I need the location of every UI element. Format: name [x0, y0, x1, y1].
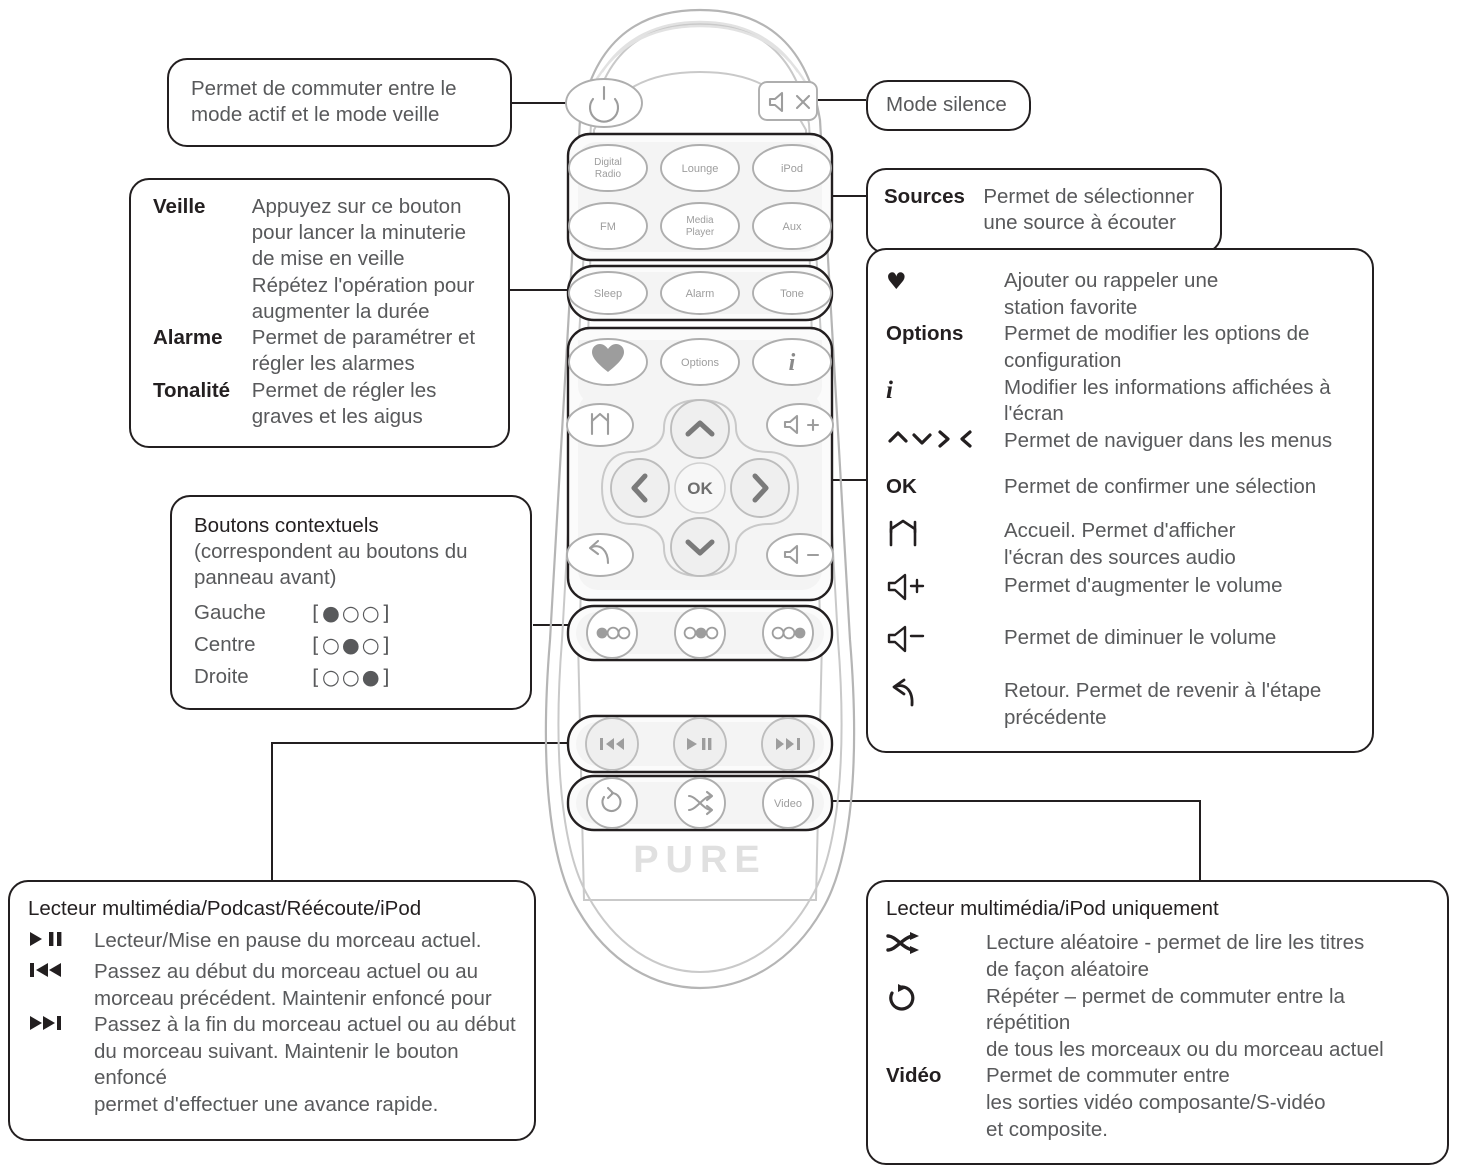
legend-row-favourite: ♥ Ajouter ou rappeler une station favorite	[886, 269, 1219, 319]
callout-row-tonalite: Tonalité Permet de régler les graves et les aigus	[153, 378, 437, 428]
home-icon	[886, 518, 920, 548]
playback-row-next: Passez à la fin du morceau actuel ou au début	[28, 1012, 520, 1039]
remote-control-illustration	[520, 0, 880, 1000]
favourite-button[interactable]	[569, 339, 647, 385]
next-track-icon	[28, 1015, 70, 1031]
svg-text:i: i	[788, 350, 796, 376]
play-pause-icon	[28, 931, 70, 947]
power-button[interactable]	[566, 79, 642, 127]
callout-power	[167, 58, 512, 147]
playback-row-next-cont: du morceau suivant. Maintenir le bouton enfoncé permet d'effectuer une avance rapide.	[94, 1039, 459, 1117]
navigation-chevrons-icon	[886, 428, 978, 450]
volume-down-button[interactable]	[767, 534, 833, 576]
media-buttons-group	[568, 776, 832, 830]
tone-button[interactable]	[753, 272, 831, 314]
contextual-buttons-group	[568, 606, 832, 660]
svg-text:Tone: Tone	[780, 288, 804, 300]
svg-text:FM: FM	[600, 221, 616, 233]
svg-text:Aux: Aux	[782, 221, 802, 233]
source-button-lounge[interactable]	[661, 145, 739, 191]
contextual-pattern-centre: [○●○]	[312, 632, 392, 657]
callout-sources	[866, 168, 1222, 254]
brand-logo: PURE	[633, 839, 767, 881]
contextual-subtitle-2: panneau avant)	[194, 566, 337, 590]
source-button-fm[interactable]	[569, 203, 647, 249]
video-button[interactable]	[763, 778, 813, 828]
remote-svg	[520, 0, 880, 1000]
shuffle-icon	[886, 930, 920, 956]
media-ipod-title: Lecteur multimédia/iPod uniquement	[886, 897, 1219, 920]
repeat-icon	[886, 984, 920, 1012]
callout-row-veille: Veille Appuyez sur ce bouton pour lancer la minuterie de mise en veille Répétez l'opération pour augmenter la durée	[153, 195, 475, 323]
legend-row-info: i Modifier les informations affichées à l'écran	[886, 375, 1331, 426]
playback-row-play-pause: Lecteur/Mise en pause du morceau actuel.	[28, 928, 520, 959]
previous-track-icon	[28, 962, 70, 978]
sleep-button[interactable]	[569, 272, 647, 314]
shuffle-button[interactable]	[675, 778, 725, 828]
ok-label: OK	[886, 475, 917, 499]
svg-text:Alarm: Alarm	[685, 288, 715, 300]
contextual-pattern-gauche: [●○○]	[312, 600, 392, 625]
source-button-media-player[interactable]	[661, 203, 739, 249]
home-button[interactable]	[567, 404, 633, 446]
back-arrow-icon	[886, 678, 920, 708]
callout-playback	[8, 880, 536, 1141]
volume-up-button[interactable]	[767, 404, 833, 446]
dpad-left-button[interactable]	[611, 459, 669, 517]
context-button-left[interactable]	[587, 608, 637, 658]
legend-row-home: Accueil. Permet d'afficher l'écran des sources audio	[886, 518, 1356, 573]
alarm-button[interactable]	[661, 272, 739, 314]
contextual-row-droite: Droite [○○●]	[194, 664, 514, 690]
playback-row-previous: Passez au début du morceau actuel ou au morceau précédent. Maintenir enfoncé pour	[28, 959, 520, 1012]
contextual-subtitle-1: (correspondent au boutons du	[194, 540, 468, 564]
svg-text:Video: Video	[774, 798, 802, 810]
legend-row-options: Options Permet de modifier les options de configuration	[886, 321, 1356, 374]
legend-row-navigation: Permet de naviguer dans les menus	[886, 428, 1356, 475]
source-button-digital-radio[interactable]	[569, 145, 647, 191]
media-row-repeat: Répéter – permet de commuter entre la répétition de tous les morceaux ou du morceau actuel	[886, 984, 1433, 1064]
callout-contextual-buttons	[170, 495, 532, 710]
svg-text:iPod: iPod	[780, 163, 804, 175]
callout-sources-desc: Permet de sélectionner une source à écouter	[983, 185, 1195, 235]
svg-text:Options: Options	[681, 357, 719, 369]
heart-icon: ♥	[886, 269, 907, 295]
repeat-button[interactable]	[587, 778, 637, 828]
svg-text:Player: Player	[685, 227, 715, 238]
svg-text:OK: OK	[687, 479, 713, 498]
navigation-group	[567, 328, 833, 600]
dpad-down-button[interactable]	[671, 518, 729, 576]
svg-text:Radio: Radio	[594, 169, 622, 180]
contextual-row-gauche: Gauche [●○○]	[194, 600, 514, 632]
options-label: Options	[886, 322, 964, 346]
volume-up-icon	[886, 573, 926, 601]
dpad-ok-button[interactable]	[675, 463, 725, 513]
volume-down-icon	[886, 625, 926, 653]
callout-mute-label: Mode silence	[886, 93, 1007, 116]
svg-text:Lounge: Lounge	[681, 163, 719, 175]
svg-text:Digital: Digital	[594, 157, 622, 168]
callout-sleep-alarm-tone	[129, 178, 510, 448]
mute-button[interactable]	[759, 82, 817, 120]
source-button-aux[interactable]	[753, 203, 831, 249]
callout-mute	[866, 80, 1031, 131]
svg-text:Sleep: Sleep	[593, 288, 623, 300]
callout-sources-row	[884, 184, 1204, 236]
context-button-center[interactable]	[675, 608, 725, 658]
callout-navigation-legend	[866, 248, 1374, 753]
contextual-row-centre: Centre [○●○]	[194, 632, 514, 664]
legend-row-back: Retour. Permet de revenir à l'étape précédente	[886, 678, 1356, 731]
callout-power-line1: Permet de commuter entre le	[191, 77, 457, 100]
previous-track-button[interactable]	[586, 718, 638, 770]
callout-power-line2: mode actif et le mode veille	[191, 103, 440, 127]
callout-media-ipod	[866, 880, 1449, 1165]
legend-row-ok: OK Permet de confirmer une sélection	[886, 474, 1356, 518]
sleep-alarm-tone-group	[568, 266, 832, 320]
info-icon: i	[886, 376, 893, 404]
source-buttons-group	[568, 134, 832, 260]
info-button[interactable]	[753, 339, 831, 385]
context-button-right[interactable]	[763, 608, 813, 658]
options-button[interactable]	[661, 339, 739, 385]
dpad-right-button[interactable]	[731, 459, 789, 517]
media-row-video: Vidéo Permet de commuter entre les sorties vidéo composante/S-vidéo et composite.	[886, 1063, 1433, 1143]
contextual-title: Boutons contextuels	[194, 514, 379, 537]
legend-row-volume-down: Permet de diminuer le volume	[886, 625, 1356, 678]
legend-row-volume-up: Permet d'augmenter le volume	[886, 573, 1356, 626]
playback-title: Lecteur multimédia/Podcast/Réécoute/iPod	[28, 897, 422, 920]
svg-text:Media: Media	[686, 215, 714, 226]
back-button[interactable]	[567, 534, 633, 576]
transport-buttons-group	[568, 716, 832, 772]
source-button-ipod[interactable]	[753, 145, 831, 191]
callout-row-alarme: Alarme Permet de paramétrer et régler les alarmes	[153, 326, 476, 376]
contextual-pattern-droite: [○○●]	[312, 665, 392, 690]
video-label: Vidéo	[886, 1064, 942, 1088]
dpad-up-button[interactable]	[671, 400, 729, 458]
callout-sources-term: Sources	[884, 185, 965, 208]
next-track-button[interactable]	[762, 718, 814, 770]
media-row-shuffle: Lecture aléatoire - permet de lire les titres de façon aléatoire	[886, 930, 1433, 983]
play-pause-button[interactable]	[674, 718, 726, 770]
